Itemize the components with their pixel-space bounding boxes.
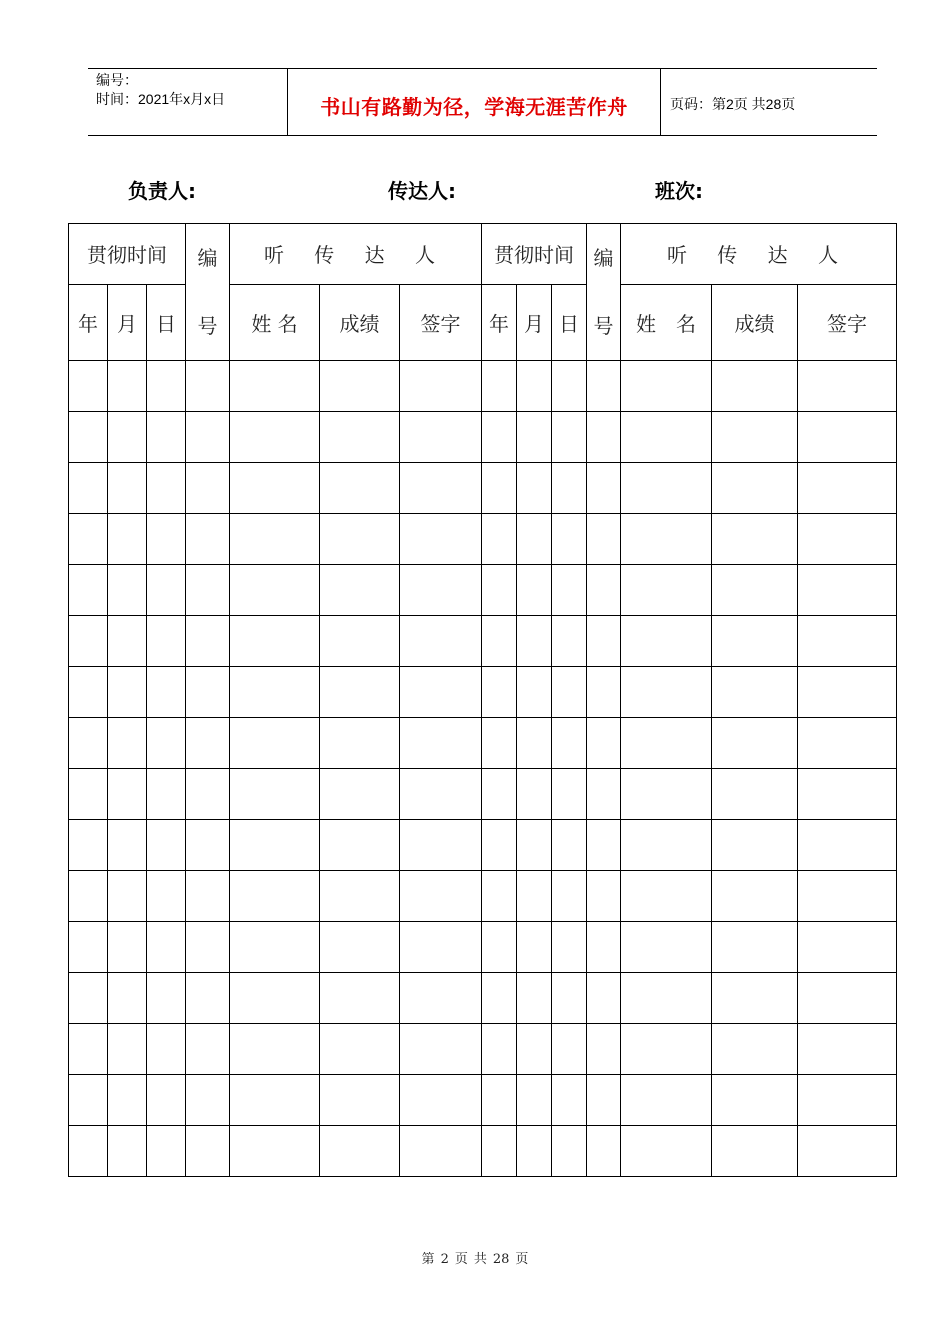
table-cell[interactable]	[320, 769, 400, 820]
table-cell[interactable]	[108, 769, 147, 820]
table-cell[interactable]	[482, 820, 517, 871]
table-cell[interactable]	[552, 769, 587, 820]
table-cell[interactable]	[400, 463, 482, 514]
table-cell[interactable]	[69, 820, 108, 871]
table-cell[interactable]	[230, 973, 320, 1024]
day-header: 日	[147, 284, 186, 360]
table-cell[interactable]	[400, 973, 482, 1024]
table-cell[interactable]	[186, 871, 230, 922]
table-cell[interactable]	[400, 565, 482, 616]
table-cell[interactable]	[230, 820, 320, 871]
table-row	[69, 667, 897, 718]
table-cell[interactable]	[587, 871, 621, 922]
table-row	[69, 412, 897, 463]
table-cell[interactable]	[712, 667, 798, 718]
table-cell[interactable]	[798, 412, 897, 463]
table-cell[interactable]	[712, 1075, 798, 1126]
table-cell[interactable]	[517, 514, 552, 565]
table-cell[interactable]	[798, 973, 897, 1024]
table-cell[interactable]	[517, 922, 552, 973]
table-cell[interactable]	[552, 973, 587, 1024]
table-cell[interactable]	[147, 565, 186, 616]
table-cell[interactable]	[798, 514, 897, 565]
table-cell[interactable]	[712, 871, 798, 922]
table-cell[interactable]	[230, 1126, 320, 1177]
table-cell[interactable]	[108, 565, 147, 616]
table-row	[69, 616, 897, 667]
table-cell[interactable]	[320, 361, 400, 412]
table-cell[interactable]	[186, 463, 230, 514]
table-cell[interactable]	[400, 1126, 482, 1177]
table-cell[interactable]	[482, 1075, 517, 1126]
table-cell[interactable]	[147, 361, 186, 412]
table-cell[interactable]	[712, 1126, 798, 1177]
table-cell[interactable]	[517, 820, 552, 871]
table-cell[interactable]	[108, 1024, 147, 1075]
document-header	[88, 68, 877, 136]
table-cell[interactable]	[517, 1126, 552, 1177]
table-cell[interactable]	[552, 1075, 587, 1126]
group-time-header: 贯彻时间	[482, 224, 587, 285]
serial-header: 编 号	[587, 224, 621, 361]
table-cell[interactable]	[69, 361, 108, 412]
table-cell[interactable]	[69, 973, 108, 1024]
table-cell[interactable]	[621, 820, 712, 871]
table-cell[interactable]	[186, 922, 230, 973]
table-cell[interactable]	[517, 1075, 552, 1126]
table-cell[interactable]	[400, 361, 482, 412]
page-footer: 第 2 页 共 28 页	[421, 1252, 529, 1267]
table-cell[interactable]	[230, 871, 320, 922]
conveyor-label: 传达人:	[388, 179, 456, 203]
table-cell[interactable]	[621, 616, 712, 667]
table-cell[interactable]	[69, 1126, 108, 1177]
responsible-label: 负责人:	[128, 179, 196, 203]
table-cell[interactable]	[69, 463, 108, 514]
table-cell[interactable]	[621, 565, 712, 616]
table-row	[69, 463, 897, 514]
table-cell[interactable]	[587, 616, 621, 667]
table-cell[interactable]	[798, 820, 897, 871]
month-header: 月	[108, 284, 147, 360]
table-cell[interactable]	[108, 1126, 147, 1177]
table-cell[interactable]	[552, 412, 587, 463]
table-cell[interactable]	[230, 922, 320, 973]
table-cell[interactable]	[69, 871, 108, 922]
table-cell[interactable]	[320, 667, 400, 718]
table-cell[interactable]	[108, 616, 147, 667]
table-cell[interactable]	[186, 718, 230, 769]
header-motto: 书山有路勤为径，学海无涯苦作舟	[320, 95, 628, 119]
table-cell[interactable]	[587, 973, 621, 1024]
table-cell[interactable]	[621, 412, 712, 463]
year-header: 年	[482, 284, 517, 360]
table-cell[interactable]	[400, 514, 482, 565]
table-row	[69, 361, 897, 412]
month-header: 月	[517, 284, 552, 360]
table-cell[interactable]	[108, 922, 147, 973]
table-cell[interactable]	[552, 871, 587, 922]
table-cell[interactable]	[517, 412, 552, 463]
table-cell[interactable]	[587, 769, 621, 820]
table-cell[interactable]	[230, 667, 320, 718]
table-cell[interactable]	[230, 514, 320, 565]
table-cell[interactable]	[320, 718, 400, 769]
table-cell[interactable]	[482, 1126, 517, 1177]
table-cell[interactable]	[147, 820, 186, 871]
table-cell[interactable]	[587, 718, 621, 769]
table-cell[interactable]	[69, 514, 108, 565]
footer-page-number: 2	[440, 1252, 449, 1267]
table-cell[interactable]	[621, 1024, 712, 1075]
table-cell[interactable]	[517, 973, 552, 1024]
table-cell[interactable]	[712, 973, 798, 1024]
table-cell[interactable]	[621, 1075, 712, 1126]
table-cell[interactable]	[798, 616, 897, 667]
table-cell[interactable]	[587, 361, 621, 412]
table-cell[interactable]	[147, 616, 186, 667]
table-cell[interactable]	[587, 1126, 621, 1177]
table-cell[interactable]	[230, 565, 320, 616]
table-cell[interactable]	[552, 820, 587, 871]
table-cell[interactable]	[482, 616, 517, 667]
table-cell[interactable]	[552, 514, 587, 565]
table-cell[interactable]	[320, 412, 400, 463]
table-row	[69, 1075, 897, 1126]
table-cell[interactable]	[186, 973, 230, 1024]
table-cell[interactable]	[320, 565, 400, 616]
table-cell[interactable]	[230, 463, 320, 514]
listeners-header: 听 传 达 人	[230, 224, 482, 285]
table-cell[interactable]	[798, 871, 897, 922]
table-cell[interactable]	[517, 463, 552, 514]
table-cell[interactable]	[798, 922, 897, 973]
table-cell[interactable]	[400, 769, 482, 820]
table-cell[interactable]	[186, 616, 230, 667]
table-cell[interactable]	[482, 514, 517, 565]
table-cell[interactable]	[400, 922, 482, 973]
table-row	[69, 565, 897, 616]
table-cell[interactable]	[230, 412, 320, 463]
table-cell[interactable]	[69, 667, 108, 718]
table-cell[interactable]	[186, 565, 230, 616]
table-cell[interactable]	[552, 1126, 587, 1177]
table-cell[interactable]	[147, 1024, 186, 1075]
table-cell[interactable]	[69, 1075, 108, 1126]
table-cell[interactable]	[400, 871, 482, 922]
table-cell[interactable]	[621, 871, 712, 922]
table-cell[interactable]	[69, 412, 108, 463]
table-cell[interactable]	[798, 1024, 897, 1075]
table-cell[interactable]	[621, 1126, 712, 1177]
table-header-row	[69, 224, 897, 285]
table-cell[interactable]	[147, 769, 186, 820]
table-row	[69, 514, 897, 565]
table-cell[interactable]	[517, 616, 552, 667]
day-header: 日	[552, 284, 587, 360]
table-cell[interactable]	[108, 514, 147, 565]
table-cell[interactable]	[108, 973, 147, 1024]
table-cell[interactable]	[69, 769, 108, 820]
table-cell[interactable]	[552, 565, 587, 616]
table-cell[interactable]	[400, 718, 482, 769]
table-cell[interactable]	[186, 361, 230, 412]
table-cell[interactable]	[517, 361, 552, 412]
table-cell[interactable]	[712, 718, 798, 769]
table-cell[interactable]	[517, 1024, 552, 1075]
table-row	[69, 973, 897, 1024]
table-cell[interactable]	[712, 820, 798, 871]
table-cell[interactable]	[147, 463, 186, 514]
table-cell[interactable]	[230, 1024, 320, 1075]
serial-label: 编号：	[96, 72, 138, 88]
table-cell[interactable]	[186, 514, 230, 565]
group-time-header: 贯彻时间	[69, 224, 186, 285]
table-cell[interactable]	[320, 820, 400, 871]
table-cell[interactable]	[712, 1024, 798, 1075]
table-cell[interactable]	[108, 1075, 147, 1126]
table-row	[69, 871, 897, 922]
table-cell[interactable]	[186, 820, 230, 871]
table-cell[interactable]	[482, 667, 517, 718]
table-cell[interactable]	[69, 616, 108, 667]
header-left	[96, 71, 225, 109]
table-cell[interactable]	[712, 616, 798, 667]
table-cell[interactable]	[517, 769, 552, 820]
table-cell[interactable]	[69, 1024, 108, 1075]
table-cell[interactable]	[482, 412, 517, 463]
table-cell[interactable]	[108, 667, 147, 718]
table-cell[interactable]	[482, 871, 517, 922]
table-cell[interactable]	[482, 361, 517, 412]
table-cell[interactable]	[400, 820, 482, 871]
table-cell[interactable]	[712, 769, 798, 820]
table-cell[interactable]	[230, 361, 320, 412]
table-cell[interactable]	[108, 361, 147, 412]
footer-total-pages: 28	[492, 1252, 510, 1267]
table-cell[interactable]	[320, 922, 400, 973]
table-cell[interactable]	[230, 1075, 320, 1126]
table-body	[69, 361, 897, 1177]
table-cell[interactable]	[517, 871, 552, 922]
table-cell[interactable]	[400, 616, 482, 667]
name-header: 姓 名	[621, 284, 712, 360]
table-cell[interactable]	[320, 514, 400, 565]
table-cell[interactable]	[230, 616, 320, 667]
table-cell[interactable]	[552, 616, 587, 667]
table-cell[interactable]	[482, 463, 517, 514]
table-row	[69, 820, 897, 871]
table-cell[interactable]	[552, 1024, 587, 1075]
table-cell[interactable]	[621, 769, 712, 820]
table-cell[interactable]	[552, 922, 587, 973]
time-label: 时间：2021年x月x日	[96, 91, 226, 107]
table-cell[interactable]	[482, 718, 517, 769]
header-page-info: 页码：第2页 共28页	[670, 96, 796, 112]
table-cell[interactable]	[798, 565, 897, 616]
table-row	[69, 1126, 897, 1177]
table-row	[69, 1024, 897, 1075]
table-cell[interactable]	[798, 667, 897, 718]
table-cell[interactable]	[712, 514, 798, 565]
score-header: 成绩	[320, 284, 400, 360]
table-cell[interactable]	[621, 514, 712, 565]
table-cell[interactable]	[587, 514, 621, 565]
table-cell[interactable]	[147, 973, 186, 1024]
table-cell[interactable]	[320, 1126, 400, 1177]
table-cell[interactable]	[552, 718, 587, 769]
table-cell[interactable]	[69, 565, 108, 616]
table-cell[interactable]	[712, 463, 798, 514]
table-cell[interactable]	[320, 1024, 400, 1075]
shift-label: 班次:	[655, 179, 703, 203]
table-cell[interactable]	[69, 718, 108, 769]
table-cell[interactable]	[320, 1075, 400, 1126]
table-cell[interactable]	[108, 412, 147, 463]
table-cell[interactable]	[69, 922, 108, 973]
table-cell[interactable]	[186, 1126, 230, 1177]
table-cell[interactable]	[400, 667, 482, 718]
table-cell[interactable]	[712, 565, 798, 616]
table-cell[interactable]	[798, 463, 897, 514]
table-cell[interactable]	[587, 667, 621, 718]
table-cell[interactable]	[108, 718, 147, 769]
table-cell[interactable]	[712, 922, 798, 973]
table-row	[69, 922, 897, 973]
table-cell[interactable]	[186, 769, 230, 820]
table-cell[interactable]	[621, 667, 712, 718]
table-cell[interactable]	[186, 1075, 230, 1126]
table-cell[interactable]	[400, 1024, 482, 1075]
record-table	[68, 223, 897, 1177]
name-header: 姓 名	[230, 284, 320, 360]
table-cell[interactable]	[587, 565, 621, 616]
table-cell[interactable]	[482, 565, 517, 616]
header-divider	[660, 69, 661, 135]
table-cell[interactable]	[482, 1024, 517, 1075]
table-cell[interactable]	[621, 463, 712, 514]
table-cell[interactable]	[621, 973, 712, 1024]
table-cell[interactable]	[147, 922, 186, 973]
table-cell[interactable]	[108, 820, 147, 871]
table-cell[interactable]	[147, 412, 186, 463]
table-cell[interactable]	[587, 412, 621, 463]
table-cell[interactable]	[587, 1075, 621, 1126]
table-cell[interactable]	[320, 871, 400, 922]
table-cell[interactable]	[482, 973, 517, 1024]
table-cell[interactable]	[482, 769, 517, 820]
table-row	[69, 769, 897, 820]
table-cell[interactable]	[587, 820, 621, 871]
table-cell[interactable]	[798, 718, 897, 769]
table-cell[interactable]	[482, 922, 517, 973]
table-cell[interactable]	[798, 361, 897, 412]
signature-header: 签字	[798, 284, 897, 360]
table-cell[interactable]	[320, 463, 400, 514]
table-cell[interactable]	[712, 361, 798, 412]
table-cell[interactable]	[552, 361, 587, 412]
signature-header: 签字	[400, 284, 482, 360]
table-cell[interactable]	[798, 1075, 897, 1126]
serial-header: 编 号	[186, 224, 230, 361]
table-cell[interactable]	[552, 667, 587, 718]
table-cell[interactable]	[621, 922, 712, 973]
table-cell[interactable]	[400, 412, 482, 463]
listeners-header: 听 传 达 人	[621, 224, 897, 285]
table-cell[interactable]	[517, 565, 552, 616]
table-cell[interactable]	[798, 1126, 897, 1177]
table-cell[interactable]	[552, 463, 587, 514]
table-cell[interactable]	[147, 667, 186, 718]
table-cell[interactable]	[587, 1024, 621, 1075]
table-cell[interactable]	[320, 973, 400, 1024]
table-row	[69, 718, 897, 769]
table-cell[interactable]	[712, 412, 798, 463]
table-cell[interactable]	[400, 1075, 482, 1126]
year-header: 年	[69, 284, 108, 360]
table-cell[interactable]	[147, 1126, 186, 1177]
table-cell[interactable]	[186, 1024, 230, 1075]
table-cell[interactable]	[320, 616, 400, 667]
table-cell[interactable]	[186, 667, 230, 718]
table-cell[interactable]	[587, 922, 621, 973]
table-cell[interactable]	[147, 514, 186, 565]
table-cell[interactable]	[517, 667, 552, 718]
table-cell[interactable]	[147, 871, 186, 922]
table-cell[interactable]	[230, 718, 320, 769]
table-cell[interactable]	[186, 412, 230, 463]
table-cell[interactable]	[147, 718, 186, 769]
table-cell[interactable]	[587, 463, 621, 514]
table-cell[interactable]	[621, 361, 712, 412]
table-cell[interactable]	[108, 871, 147, 922]
table-cell[interactable]	[108, 463, 147, 514]
table-cell[interactable]	[621, 718, 712, 769]
table-cell[interactable]	[517, 718, 552, 769]
score-header: 成绩	[712, 284, 798, 360]
table-cell[interactable]	[147, 1075, 186, 1126]
table-cell[interactable]	[798, 769, 897, 820]
table-cell[interactable]	[230, 769, 320, 820]
